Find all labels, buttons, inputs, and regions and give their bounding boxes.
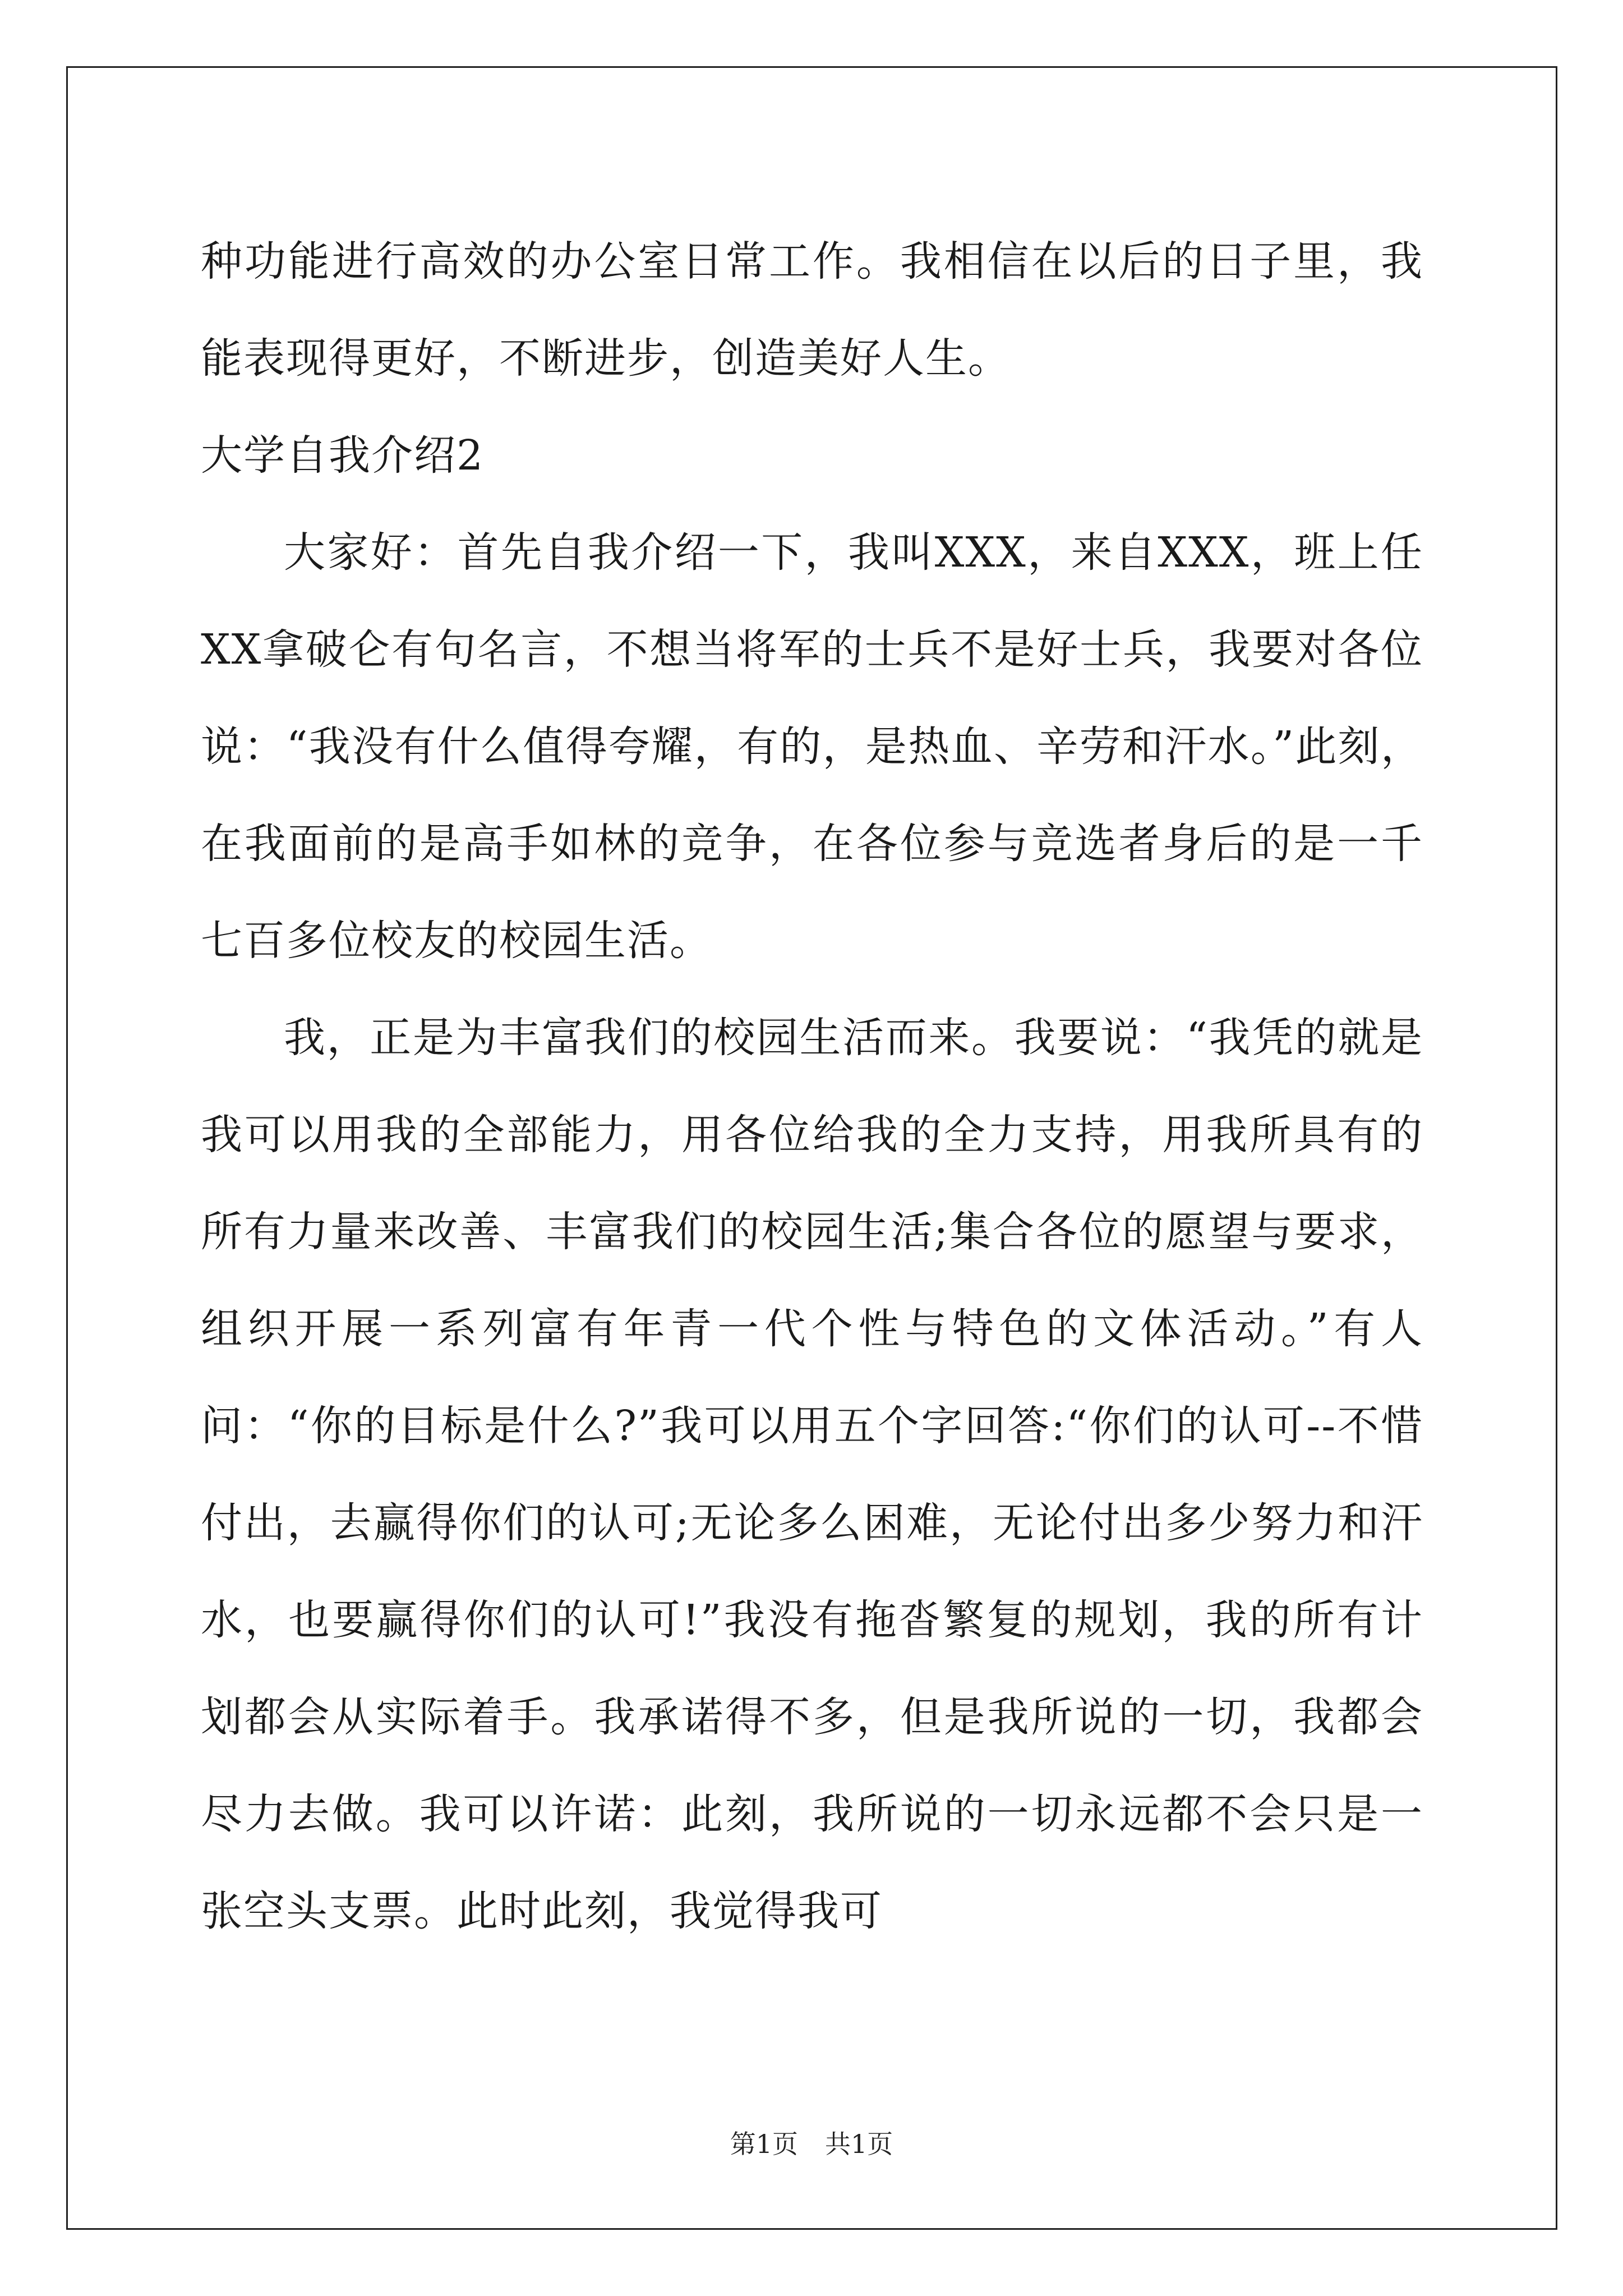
page-number: 第1页	[730, 2129, 798, 2159]
document-body	[201, 213, 1423, 1960]
paragraph-introduction: 大家好：首先自我介绍一下，我叫XXX，来自XXX，班上任XX拿破仑有句名言，不想当将军的士兵不是好士兵，我要对各位说：“我没有什么值得夸耀，有的，是热血、辛劳和汗水。”此刻，在我面前的是高手如林的竞争，在各位参与竞选者身后的是一千七百多位校友的校园生活。	[201, 528, 1423, 965]
section-heading: 大学自我介绍2	[201, 431, 485, 480]
paragraph-campaign: 我，正是为丰富我们的校园生活而来。我要说：“我凭的就是我可以用我的全部能力，用各位给我的全力支持，用我所具有的所有力量来改善、丰富我们的校园生活;集合各位的愿望与要求，组织开展一系列富有年青一代个性与特色的文体活动。”有人问：“你的目标是什么?”我可以用五个字回答:“你们的认可--不惜付出，去赢得你们的认可;无论多么困难，无论付出多少努力和汗水，也要赢得你们的认可!”我没有拖沓繁复的规划，我的所有计划都会从实际着手。我承诺得不多，但是我所说的一切，我都会尽力去做。我可以许诺：此刻，我所说的一切永远都不会只是一张空头支票。此时此刻，我觉得我可	[201, 1014, 1423, 1935]
page-total: 共1页	[825, 2129, 893, 2159]
paragraph-continuation: 种功能进行高效的办公室日常工作。我相信在以后的日子里，我能表现得更好，不断进步，创造美好人生。	[201, 237, 1423, 383]
page-footer	[0, 2127, 1623, 2161]
